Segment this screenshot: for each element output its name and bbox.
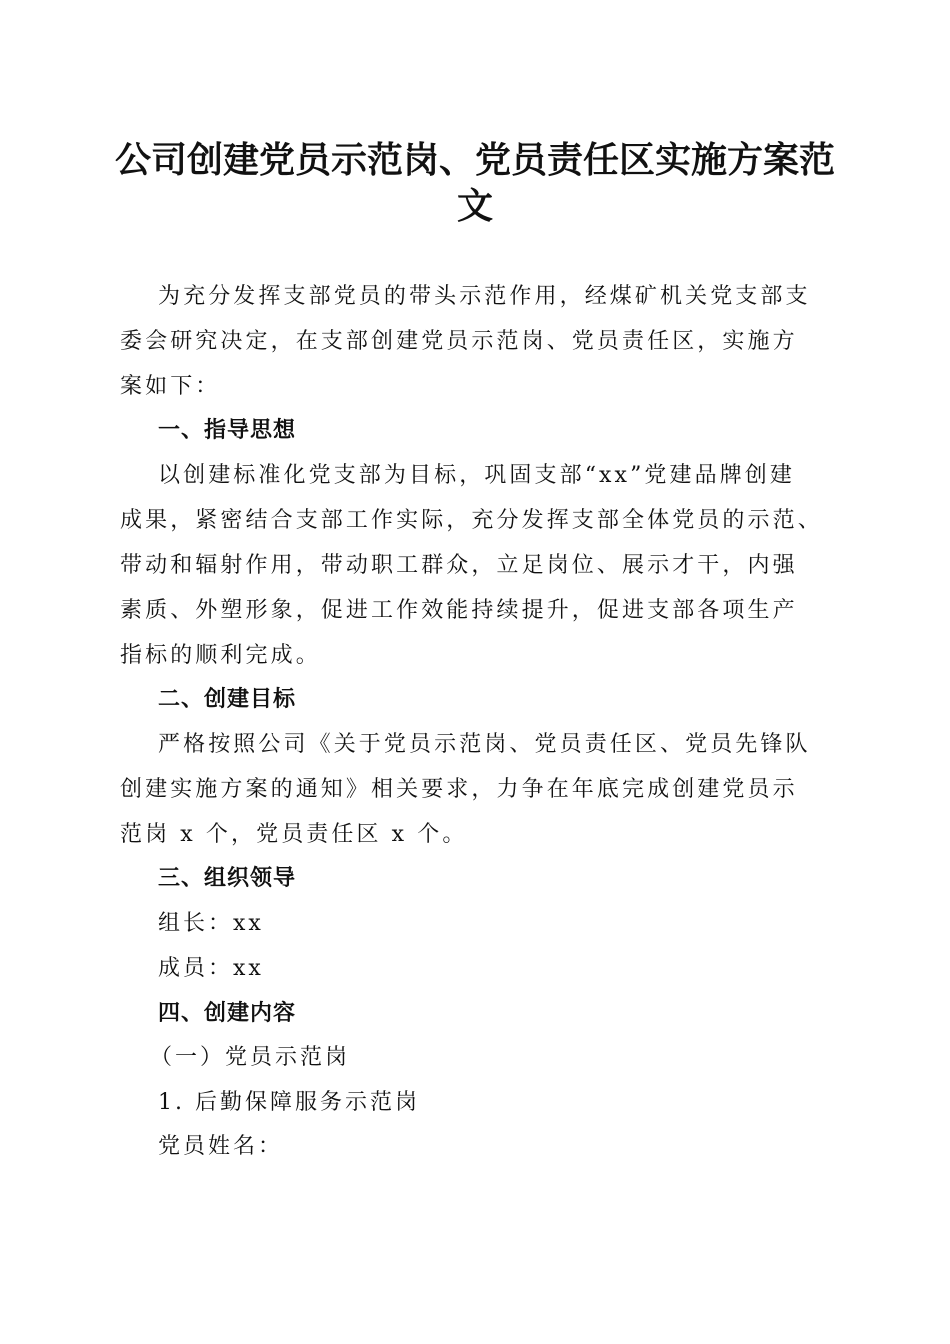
section-heading-leadership: 三、组织领导: [158, 866, 297, 891]
intro-line: 案如下：: [120, 374, 221, 399]
section1-line: 以创建标准化党支部为目标，巩固支部“xx”党建品牌创建: [158, 463, 796, 488]
member-name-label: 党员姓名：: [158, 1134, 284, 1159]
intro-paragraph: [120, 274, 840, 409]
section1-line: 成果，紧密结合支部工作实际，充分发挥支部全体党员的示范、: [120, 508, 823, 533]
section1-line: 素质、外塑形象，促进工作效能持续提升，促进支部各项生产: [120, 598, 798, 623]
leader-line: 组长：xx: [158, 911, 264, 936]
members-line: 成员：xx: [158, 956, 264, 981]
item-logistics-model-post: 1. 后勤保障服务示范岗: [158, 1090, 420, 1115]
section1-line: 带动和辐射作用，带动职工群众，立足岗位、展示才干，内强: [120, 553, 798, 578]
section2-paragraph: [120, 722, 840, 857]
intro-line: 委会研究决定，在支部创建党员示范岗、党员责任区，实施方: [120, 329, 798, 354]
section-heading-guiding-ideology: 一、指导思想: [158, 418, 297, 443]
section2-line: 严格按照公司《关于党员示范岗、党员责任区、党员先锋队: [158, 732, 811, 757]
intro-line: 为充分发挥支部党员的带头示范作用，经煤矿机关党支部支: [158, 284, 811, 309]
document-title-line-1: 公司创建党员示范岗、党员责任区实施方案范: [114, 139, 835, 181]
section-heading-content: 四、创建内容: [158, 1001, 297, 1026]
subheading-model-post: （一）党员示范岗: [150, 1045, 351, 1070]
section2-line: 范岗 x 个，党员责任区 x 个。: [120, 822, 468, 847]
section2-line: 创建实施方案的通知》相关要求，力争在年底完成创建党员示: [120, 777, 798, 802]
document-title-line-2: 文: [456, 185, 493, 227]
section-heading-goals: 二、创建目标: [158, 687, 297, 712]
section1-line: 指标的顺利完成。: [120, 643, 321, 668]
section1-paragraph: [120, 453, 840, 678]
